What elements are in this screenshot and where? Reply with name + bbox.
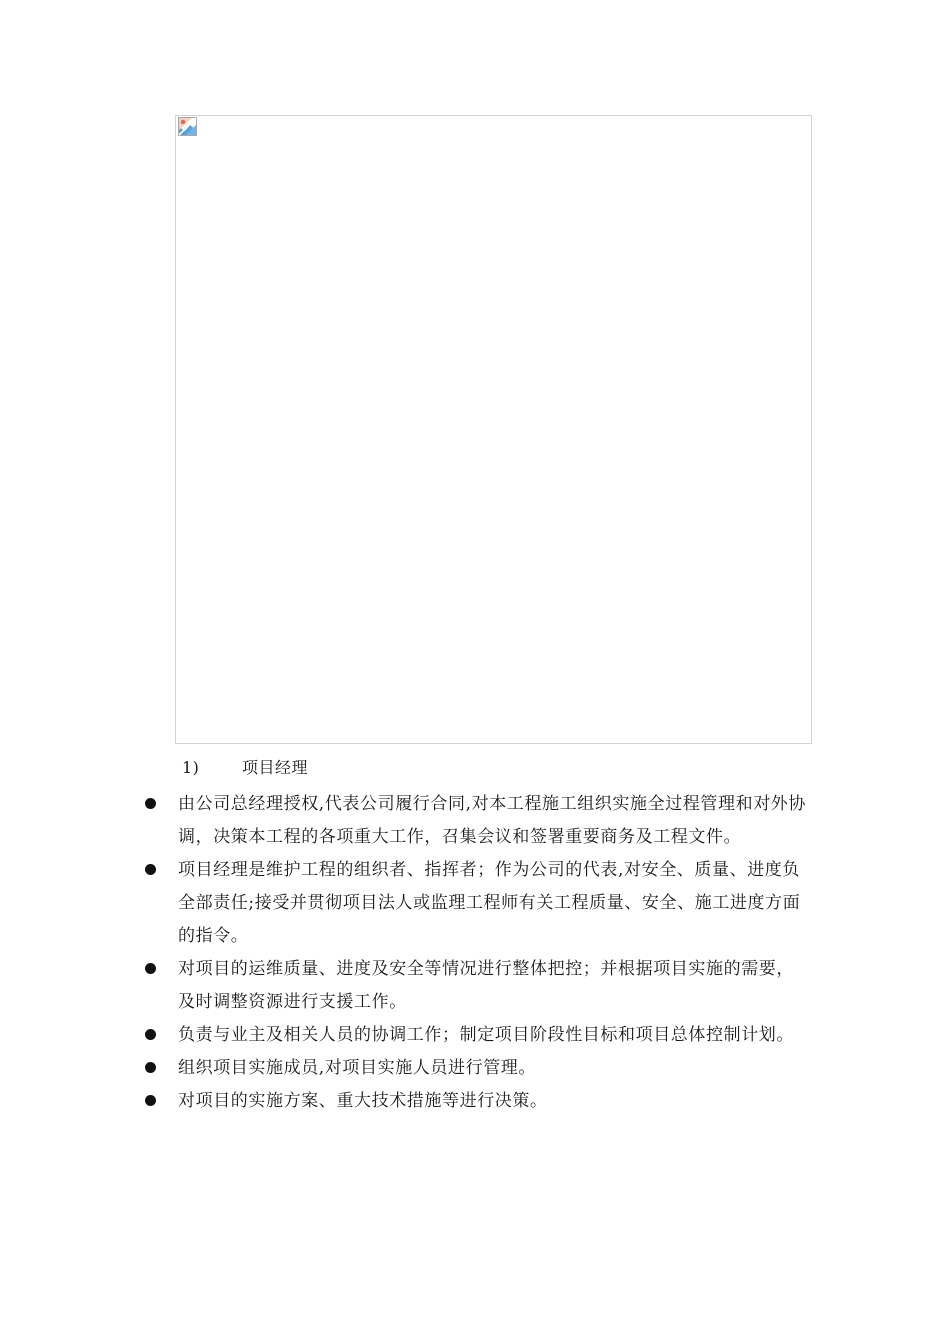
list-item-text: 由公司总经理授权,代表公司履行合同,对本工程施工组织实施全过程管理和对外协调，决策本工程的各项重大工作，召集会议和签署重要商务及工程文件。 <box>178 794 807 847</box>
bullet-icon <box>145 1029 156 1040</box>
section-number: 1) <box>182 758 200 777</box>
list-item-text: 对项目的实施方案、重大技术措施等进行决策。 <box>178 1091 548 1111</box>
list-item <box>140 788 820 854</box>
list-item <box>140 1052 820 1085</box>
section-heading <box>182 756 308 780</box>
list-item-text: 对项目的运维质量、进度及安全等情况进行整体把控；并根据项目实施的需要，及时调整资源进行支援工作。 <box>178 959 794 1012</box>
bullet-icon <box>145 864 156 875</box>
org-chart-image-placeholder <box>175 115 812 744</box>
bullet-icon <box>145 1095 156 1106</box>
broken-image-icon <box>178 117 197 136</box>
list-item-text: 负责与业主及相关人员的协调工作；制定项目阶段性目标和项目总体控制计划。 <box>178 1025 794 1045</box>
list-item <box>140 1085 820 1118</box>
list-item-text: 项目经理是维护工程的组织者、指挥者；作为公司的代表,对安全、质量、进度负全部责任;接受并贯彻项目法人或监理工程师有关工程质量、安全、施工进度方面的指令。 <box>178 860 801 946</box>
bullet-icon <box>145 1062 156 1073</box>
bullet-icon <box>145 963 156 974</box>
bullet-icon <box>145 798 156 809</box>
list-item <box>140 854 820 953</box>
responsibility-list <box>140 788 820 1118</box>
list-item <box>140 1019 820 1052</box>
list-item <box>140 953 820 1019</box>
section-title: 项目经理 <box>242 758 309 777</box>
list-item-text: 组织项目实施成员,对项目实施人员进行管理。 <box>178 1058 537 1078</box>
